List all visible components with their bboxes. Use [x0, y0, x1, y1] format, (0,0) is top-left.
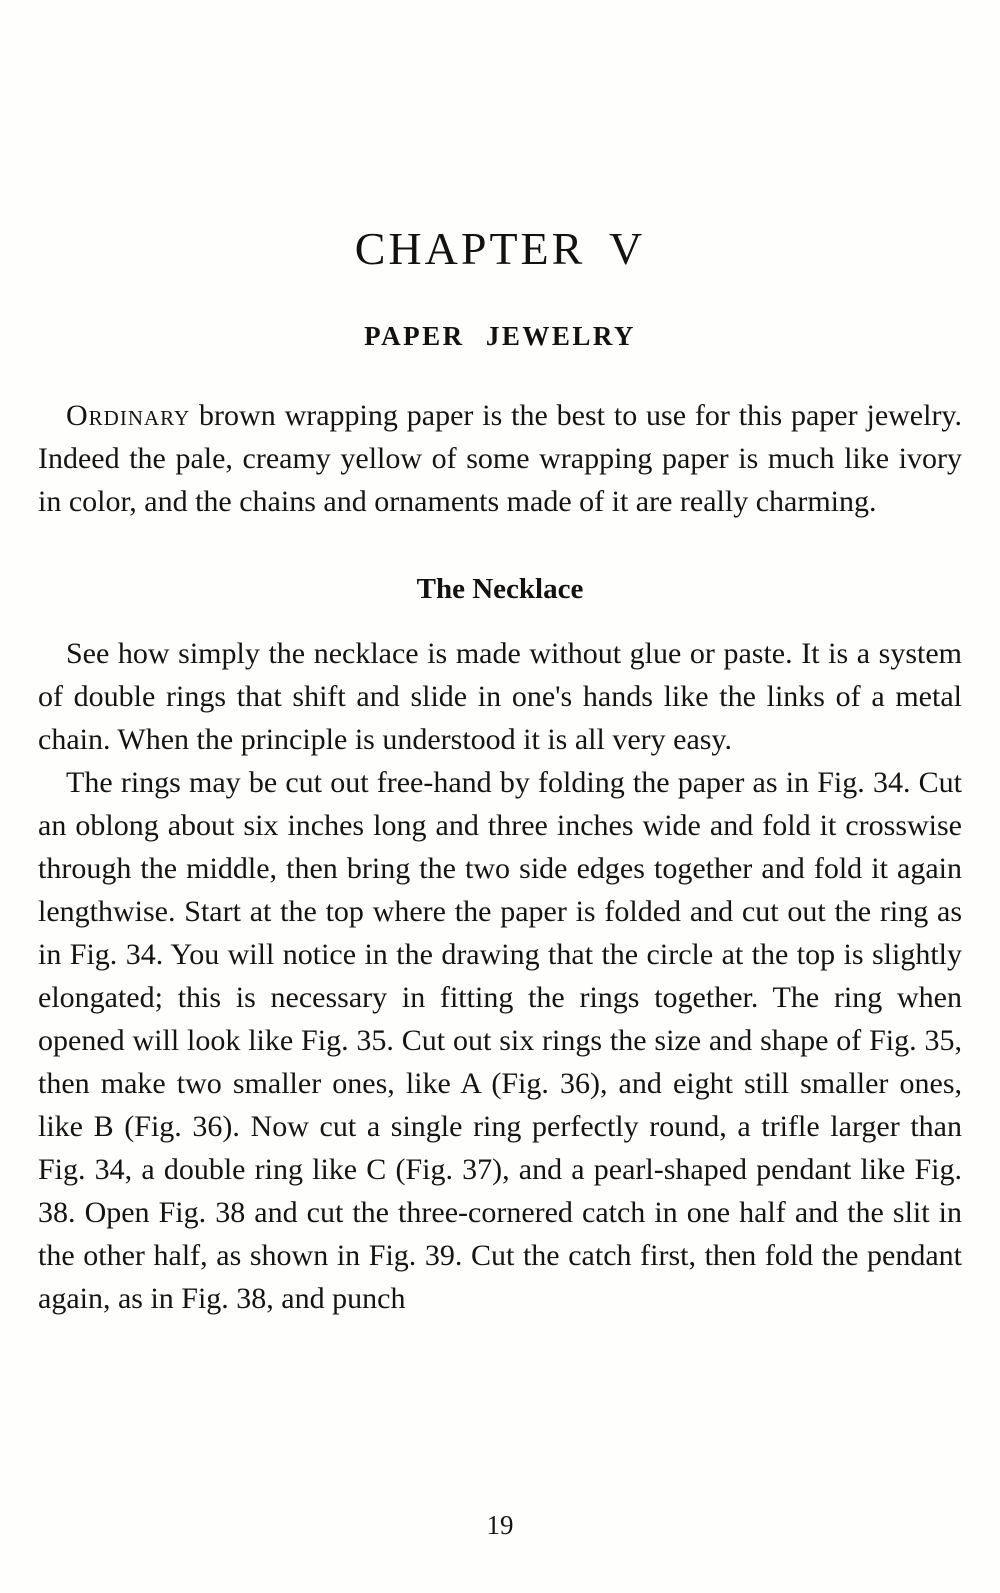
chapter-title: CHAPTER V — [354, 223, 646, 274]
paragraph: See how simply the necklace is made without glue or paste. It is a system of double rings that shift and slide in one's hands like the links of a metal chain. When the principle is understood it is all very easy. — [38, 637, 962, 756]
section-title: PAPER JEWELRY — [364, 321, 636, 351]
paragraph: The rings may be cut out free-hand by folding the paper as in Fig. 34. Cut an oblong about six inches long and three inches wide and fold it crosswise through the middle, then bring the two side edges together and fold it again lengthwise. Start at the top where the paper is folded and cut out the ring as in Fig. 34. You will notice in the drawing that the circle at the top is slightly elongated; this is necessary in fitting the rings together. The ring when opened will look like Fig. 35. Cut out six rings the size and shape of Fig. 35, then make two smaller ones, like A (Fig. 36), and eight still smaller ones, like B (Fig. 36). Now cut a single ring perfectly round, a trifle larger than Fig. 34, a double ring like C (Fig. 37), and a pearl-shaped pendant like Fig. 38. Open Fig. 38 and cut the three-cornered catch in one half and the slit in the other half, as shown in Fig. 39. Cut the catch first, then fold the pendant again, as in Fig. 38, and punch — [38, 766, 962, 1315]
subheading-the-necklace: The Necklace — [416, 573, 584, 605]
page-number: 19 — [486, 1510, 514, 1540]
lead-word: Ordinary — [66, 399, 191, 432]
paragraph-intro-text: brown wrapping paper is the best to use for this paper jewelry. Indeed the pale, creamy yellow of some wrapping paper is much like ivory in color, and the chains and ornaments made of it are really charming. — [38, 399, 962, 518]
paragraph-intro — [38, 394, 962, 523]
